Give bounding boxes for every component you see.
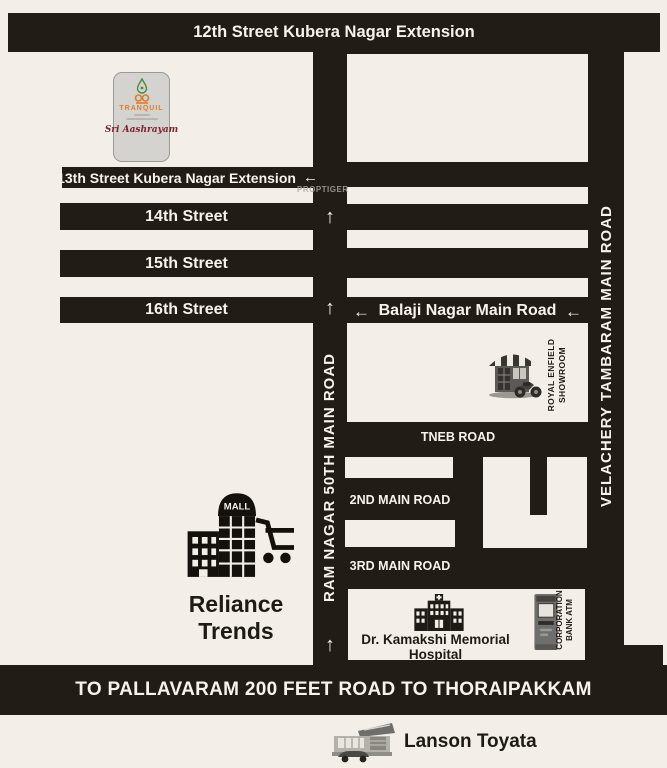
car-dealer-label: Lanson Toyata	[404, 731, 537, 752]
reliance-trends-label	[152, 591, 320, 645]
hospital-block	[348, 589, 585, 660]
hospital-label-line1: Dr. Kamakshi Memorial	[361, 632, 510, 647]
city-block	[347, 278, 588, 297]
svg-text:MALL: MALL	[223, 501, 251, 513]
city-block	[347, 230, 588, 248]
road-pallavaram-label: TO PALLAVARAM 200 FEET ROAD TO THORAIPAKKAM	[75, 679, 592, 700]
road-network-zone	[313, 52, 624, 665]
road-13th-street-label: 13th Street Kubera Nagar Extension	[57, 169, 296, 186]
road-ram-nagar-label: RAM NAGAR 50TH MAIN ROAD	[321, 353, 338, 602]
hospital-label	[348, 633, 523, 662]
road-3rd-main-label: 3RD MAIN ROAD	[349, 559, 451, 573]
road-tneb-label: TNEB ROAD	[420, 430, 496, 444]
road-velachery-label: VELACHERY TAMBARAM MAIN ROAD	[598, 205, 615, 507]
left-arrow-icon: ←	[302, 169, 318, 186]
mall-icon	[180, 491, 294, 583]
project-name-label: Sri Aashrayam	[104, 125, 179, 135]
road-12th-street	[8, 13, 660, 52]
block-notch-road	[530, 457, 547, 515]
road-junction	[590, 645, 663, 665]
road-pallavaram	[0, 665, 667, 715]
left-arrow-icon: ←	[353, 301, 370, 321]
up-arrow-icon: ↑	[325, 634, 335, 656]
logo-tagline-rule	[134, 114, 150, 116]
reliance-label-line2: Trends	[198, 618, 274, 645]
up-arrow-icon: ↑	[325, 206, 335, 228]
city-block	[347, 54, 588, 162]
watermark: PROPTIGER	[297, 185, 349, 194]
road-14th-street-label: 14th Street	[145, 207, 228, 225]
u-shaped-block	[483, 457, 587, 548]
city-block	[345, 520, 455, 547]
hospital-icon	[412, 594, 466, 632]
road-16th-street-label: 16th Street	[145, 301, 228, 318]
project-brand-label: TRANQUIL	[119, 105, 164, 112]
road-2nd-main-label: 2ND MAIN ROAD	[349, 493, 451, 507]
road-balaji-nagar	[347, 299, 588, 323]
road-15th-street	[60, 250, 313, 277]
city-block	[345, 457, 453, 478]
brand-emblem-icon	[131, 78, 153, 104]
road-16th-street	[60, 297, 313, 323]
up-arrow-icon: ↑	[325, 297, 335, 319]
road-13th-street	[57, 167, 318, 188]
storefront-icon	[487, 349, 545, 399]
car-showroom-icon	[330, 721, 396, 763]
city-block	[347, 187, 588, 204]
road-balaji-nagar-label: Balaji Nagar Main Road	[378, 302, 557, 319]
logo-tagline-rule	[126, 118, 158, 120]
royal-enfield-block	[347, 323, 588, 422]
reliance-label-line1: Reliance	[188, 591, 284, 617]
road-14th-street	[60, 203, 313, 230]
hospital-label-line2: Hospital	[408, 646, 463, 662]
road-12th-street-label: 12th Street Kubera Nagar Extension	[193, 23, 475, 41]
left-arrow-icon: ←	[564, 301, 582, 321]
road-15th-street-label: 15th Street	[145, 254, 228, 272]
atm-label: CORPORATION BANK ATM	[555, 590, 575, 650]
royal-enfield-label: ROYAL ENFIELD SHOWROOM	[546, 338, 567, 412]
project-logo-card	[104, 72, 179, 162]
